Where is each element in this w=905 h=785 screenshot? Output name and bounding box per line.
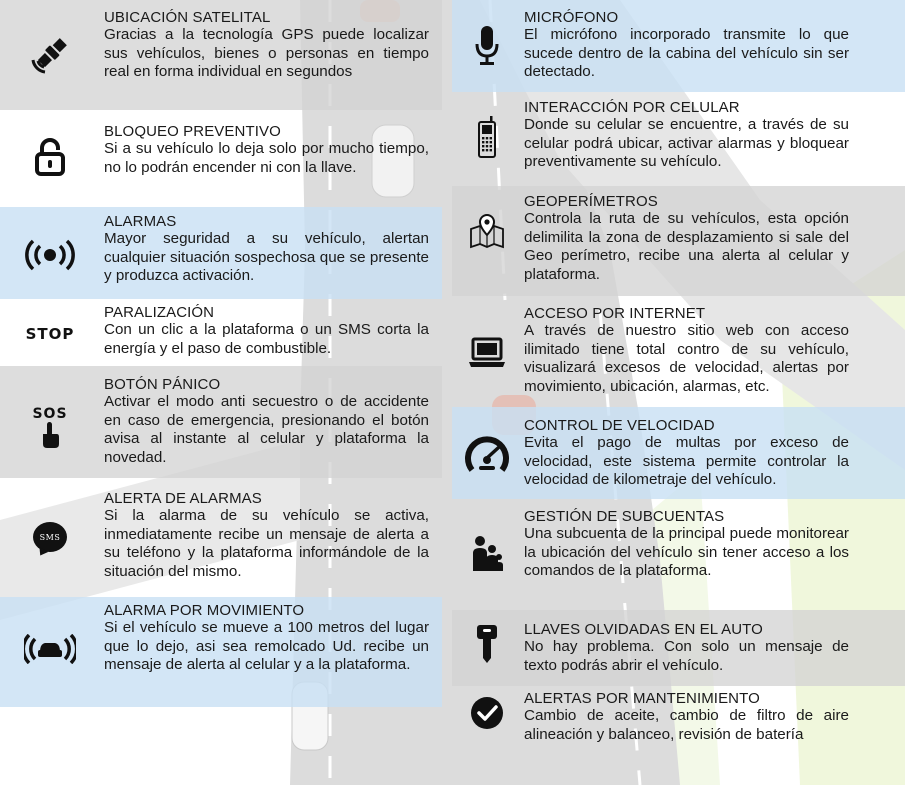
feature-title: ALARMA POR MOVIMIENTO — [104, 602, 305, 619]
feature-description: No hay problema. Con solo un mensaje de texto podrás abrir el vehículo. — [524, 638, 849, 674]
feature-description: Activar el modo anti secuestro o de accidente en caso de emergencia, presionando el botón avisa al instante al celular y plataforma la novedad. — [104, 393, 429, 466]
feature-title: UBICACIÓN SATELITAL — [104, 9, 271, 26]
feature-title: CONTROL DE VELOCIDAD — [524, 417, 715, 434]
speedometer-icon — [452, 429, 522, 479]
car-signal-icon — [0, 632, 100, 666]
map-pin-icon — [452, 211, 522, 251]
stop-icon — [0, 322, 100, 346]
feature-title: LLAVES OLVIDADAS EN EL AUTO — [524, 621, 763, 638]
feature-title: ALERTAS POR MANTENIMIENTO — [524, 690, 760, 707]
feature-description: Una subcuenta de la principal puede monitorear la ubicación del vehículo sin tener acceso a los comandos de la plataforma. — [524, 525, 849, 580]
feature-title: ACCESO POR INTERNET — [524, 305, 706, 322]
feature-title: INTERACCIÓN POR CELULAR — [524, 99, 740, 116]
feature-title: BLOQUEO PREVENTIVO — [104, 123, 281, 140]
cellphone-icon — [452, 115, 522, 159]
feature-description: Si la alarma de su vehículo se activa, inmediatamente recibe un mensaje de alerta a su teléfono y la plataforma informándole de la situación del mismo. — [104, 507, 429, 580]
sos-button-icon — [0, 402, 100, 452]
feature-description: Cambio de aceite, cambio de filtro de aire alineación y balanceo, revisión de batería — [524, 707, 849, 743]
feature-description: Gracias a la tecnología GPS puede localizar sus vehículos, bienes o personas en tiempo real en forma individual en segundos — [104, 26, 429, 81]
sms-icon-label: SMS — [39, 532, 61, 542]
feature-description: A través de nuestro sitio web con acceso ilimitado tiene total contro de su vehículo, visualizará excesos de velocidad, alertas por movimiento, ubicación, alarmas, etc. — [524, 322, 849, 395]
feature-description: Evita el pago de multas por exceso de velocidad, este sistema permite controlar la velocidad de kilometraje del vehículo. — [524, 434, 849, 489]
feature-title: GEOPERÍMETROS — [524, 193, 658, 210]
laptop-icon — [452, 333, 522, 373]
feature-description: Donde su celular se encuentre, a través de su celular podrá ubicar, activar alarmas y bloquear preventivamente su vehículo. — [524, 116, 849, 171]
feature-description: Mayor seguridad a su vehículo, alertan cualquier situación sospechosa que se presente y produzca activación. — [104, 230, 429, 285]
stop-icon-label: STOP — [25, 325, 75, 343]
padlock-icon — [0, 133, 100, 181]
feature-description: Si el vehículo se mueve a 100 metros del lugar que lo dejo, asi sea remolcado Ud. recibe un mensaje de alerta al celular y a la plataforma. — [104, 619, 429, 674]
alarm-signal-icon — [0, 233, 100, 277]
feature-title: ALARMAS — [104, 213, 177, 230]
users-icon — [452, 534, 522, 574]
feature-description: Si a su vehículo lo deja solo por mucho tiempo, no lo podrán encender ni con la llave. — [104, 140, 429, 176]
feature-description: Controla la ruta de su vehículos, esta opción delimilita la zona de desplazamiento si sale del Geo perímetro, recibe una alerta al celular y plataforma. — [524, 210, 849, 283]
feature-title: PARALIZACIÓN — [104, 304, 215, 321]
satellite-icon — [0, 31, 100, 79]
sms-bubble-icon — [0, 520, 100, 554]
feature-title: ALERTA DE ALARMAS — [104, 490, 262, 507]
feature-title: MICRÓFONO — [524, 9, 619, 26]
key-icon — [452, 623, 522, 665]
microphone-icon — [452, 24, 522, 68]
checkmark-circle-icon — [452, 694, 522, 732]
feature-title: GESTIÓN DE SUBCUENTAS — [524, 508, 725, 525]
feature-description: El micrófono incorporado transmite lo que sucede dentro de la cabina del vehículo sin ser detectado. — [524, 26, 849, 81]
feature-title: BOTÓN PÁNICO — [104, 376, 221, 393]
sos-icon-label: SOS — [32, 406, 68, 422]
feature-description: Con un clic a la plataforma o un SMS corta la energía y el paso de combustible. — [104, 321, 429, 357]
